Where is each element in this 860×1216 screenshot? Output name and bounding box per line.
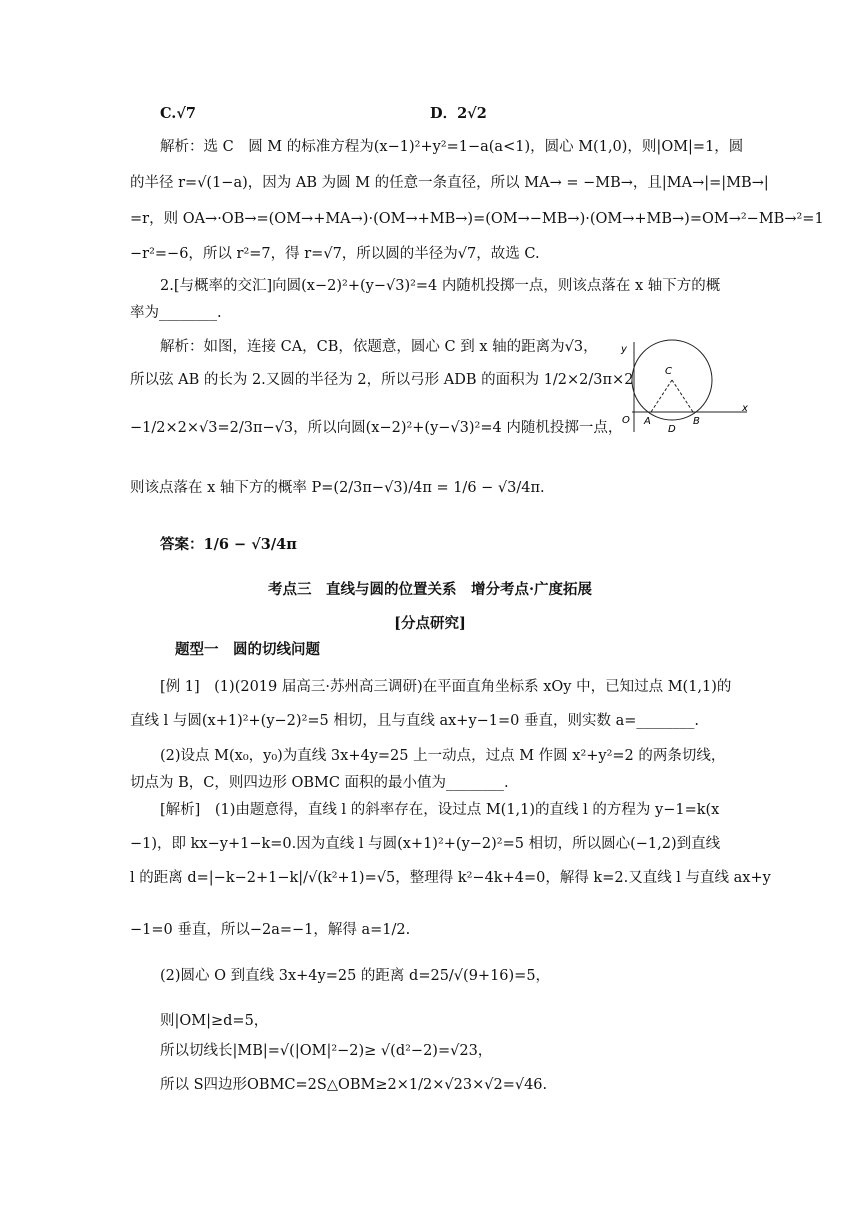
analysis1-line5: (2)圆心 O 到直线 3x+4y=25 的距离 d=25/√(9+16)=5， [160, 968, 551, 984]
problem2-line1: 2.[与概率的交汇]向圆(x−2)²+(y−√3)²=4 内随机投掷一点，则该点落在 x 轴下方的概 [160, 278, 721, 294]
solution2-line2: 所以弦 AB 的长为 2.又圆的半径为 2，所以弓形 ADB 的面积为 1/2×2/3π×2 [130, 372, 634, 388]
label-o: O [622, 415, 630, 426]
analysis1-line1: [解析] (1)由题意得，直线 l 的斜率存在，设过点 M(1,1)的直线 l 的方程为 y−1=k(x [160, 802, 720, 818]
example1-line1: [例 1] (1)(2019 届高三·苏州高三调研)在平面直角坐标系 xOy 中，已知过点 M(1,1)的 [160, 679, 732, 695]
label-b: B [693, 416, 700, 427]
solution1-line1: 解析：选 C 圆 M 的标准方程为(x−1)²+y²=1−a(a<1)，圆心 M(1,0)，则|OM|=1，圆 [160, 139, 744, 155]
label-d: D [668, 424, 676, 435]
option-d: D．2√2 [430, 105, 487, 122]
label-y: y [621, 344, 627, 355]
solution1-line3: =r，则 OA→·OB→=(OM→+MA→)·(OM→+MB→)=(OM→−MB→)·(OM→+MB→)=OM→²−MB→²=1 [130, 211, 824, 227]
example1-line3: (2)设点 M(x₀，y₀)为直线 3x+4y=25 上一动点，过点 M 作圆 x²+y²=2 的两条切线， [160, 748, 726, 764]
solution2-line4: 则该点落在 x 轴下方的概率 P=(2/3π−√3)/4π = 1/6 − √3/4π. [130, 480, 545, 496]
solution2-line3: −1/2×2×√3=2/3π−√3，所以向圆(x−2)²+(y−√3)²=4 内随机投掷一点， [130, 420, 623, 436]
circle-figure [612, 330, 752, 440]
solution1-line2: 的半径 r=√(1−a)，因为 AB 为圆 M 的任意一条直径，所以 MA→ = −MB→，且|MA→|=|MB→| [130, 175, 769, 191]
radius-ca [651, 380, 672, 412]
analysis1-line6: 则|OM|≥d=5， [160, 1013, 269, 1029]
analysis1-line4: −1=0 垂直，所以−2a=−1，解得 a=1/2. [130, 922, 411, 938]
solution2-line1: 解析：如图，连接 CA，CB，依题意，圆心 C 到 x 轴的距离为√3， [160, 339, 598, 355]
example1-line2: 直线 l 与圆(x+1)²+(y−2)²=5 相切，且与直线 ax+y−1=0 垂直，则实数 a=________. [130, 713, 700, 729]
analysis1-line2: −1)，即 kx−y+1−k=0.因为直线 l 与圆(x+1)²+(y−2)²=5 相切，所以圆心(−1,2)到直线 [130, 836, 721, 852]
label-c: C [665, 366, 672, 377]
option-c: C.√7 [160, 105, 196, 122]
label-a: A [644, 416, 651, 427]
radius-cb [672, 380, 693, 412]
solution1-line4: −r²=−6，所以 r²=7，得 r=√7，所以圆的半径为√7，故选 C. [130, 246, 540, 262]
problem2-line2: 率为________. [130, 305, 222, 321]
analysis1-line3: l 的距离 d=|−k−2+1−k|/√(k²+1)=√5，整理得 k²−4k+4=0，解得 k=2.又直线 l 与直线 ax+y [130, 870, 771, 886]
section-sub: [分点研究] [394, 615, 466, 632]
label-x: x [742, 403, 748, 414]
example1-line4: 切点为 B，C，则四边形 OBMC 面积的最小值为________. [130, 775, 509, 791]
question-type: 题型一 圆的切线问题 [175, 641, 320, 658]
analysis1-line8: 所以 S四边形OBMC=2S△OBM≥2×1/2×√23×√2=√46. [160, 1077, 548, 1093]
answer: 答案：1/6 − √3/4π [160, 536, 297, 553]
section-title: 考点三 直线与圆的位置关系 增分考点·广度拓展 [267, 581, 593, 598]
analysis1-line7: 所以切线长|MB|=√(|OM|²−2)≥ √(d²−2)=√23， [160, 1043, 493, 1059]
